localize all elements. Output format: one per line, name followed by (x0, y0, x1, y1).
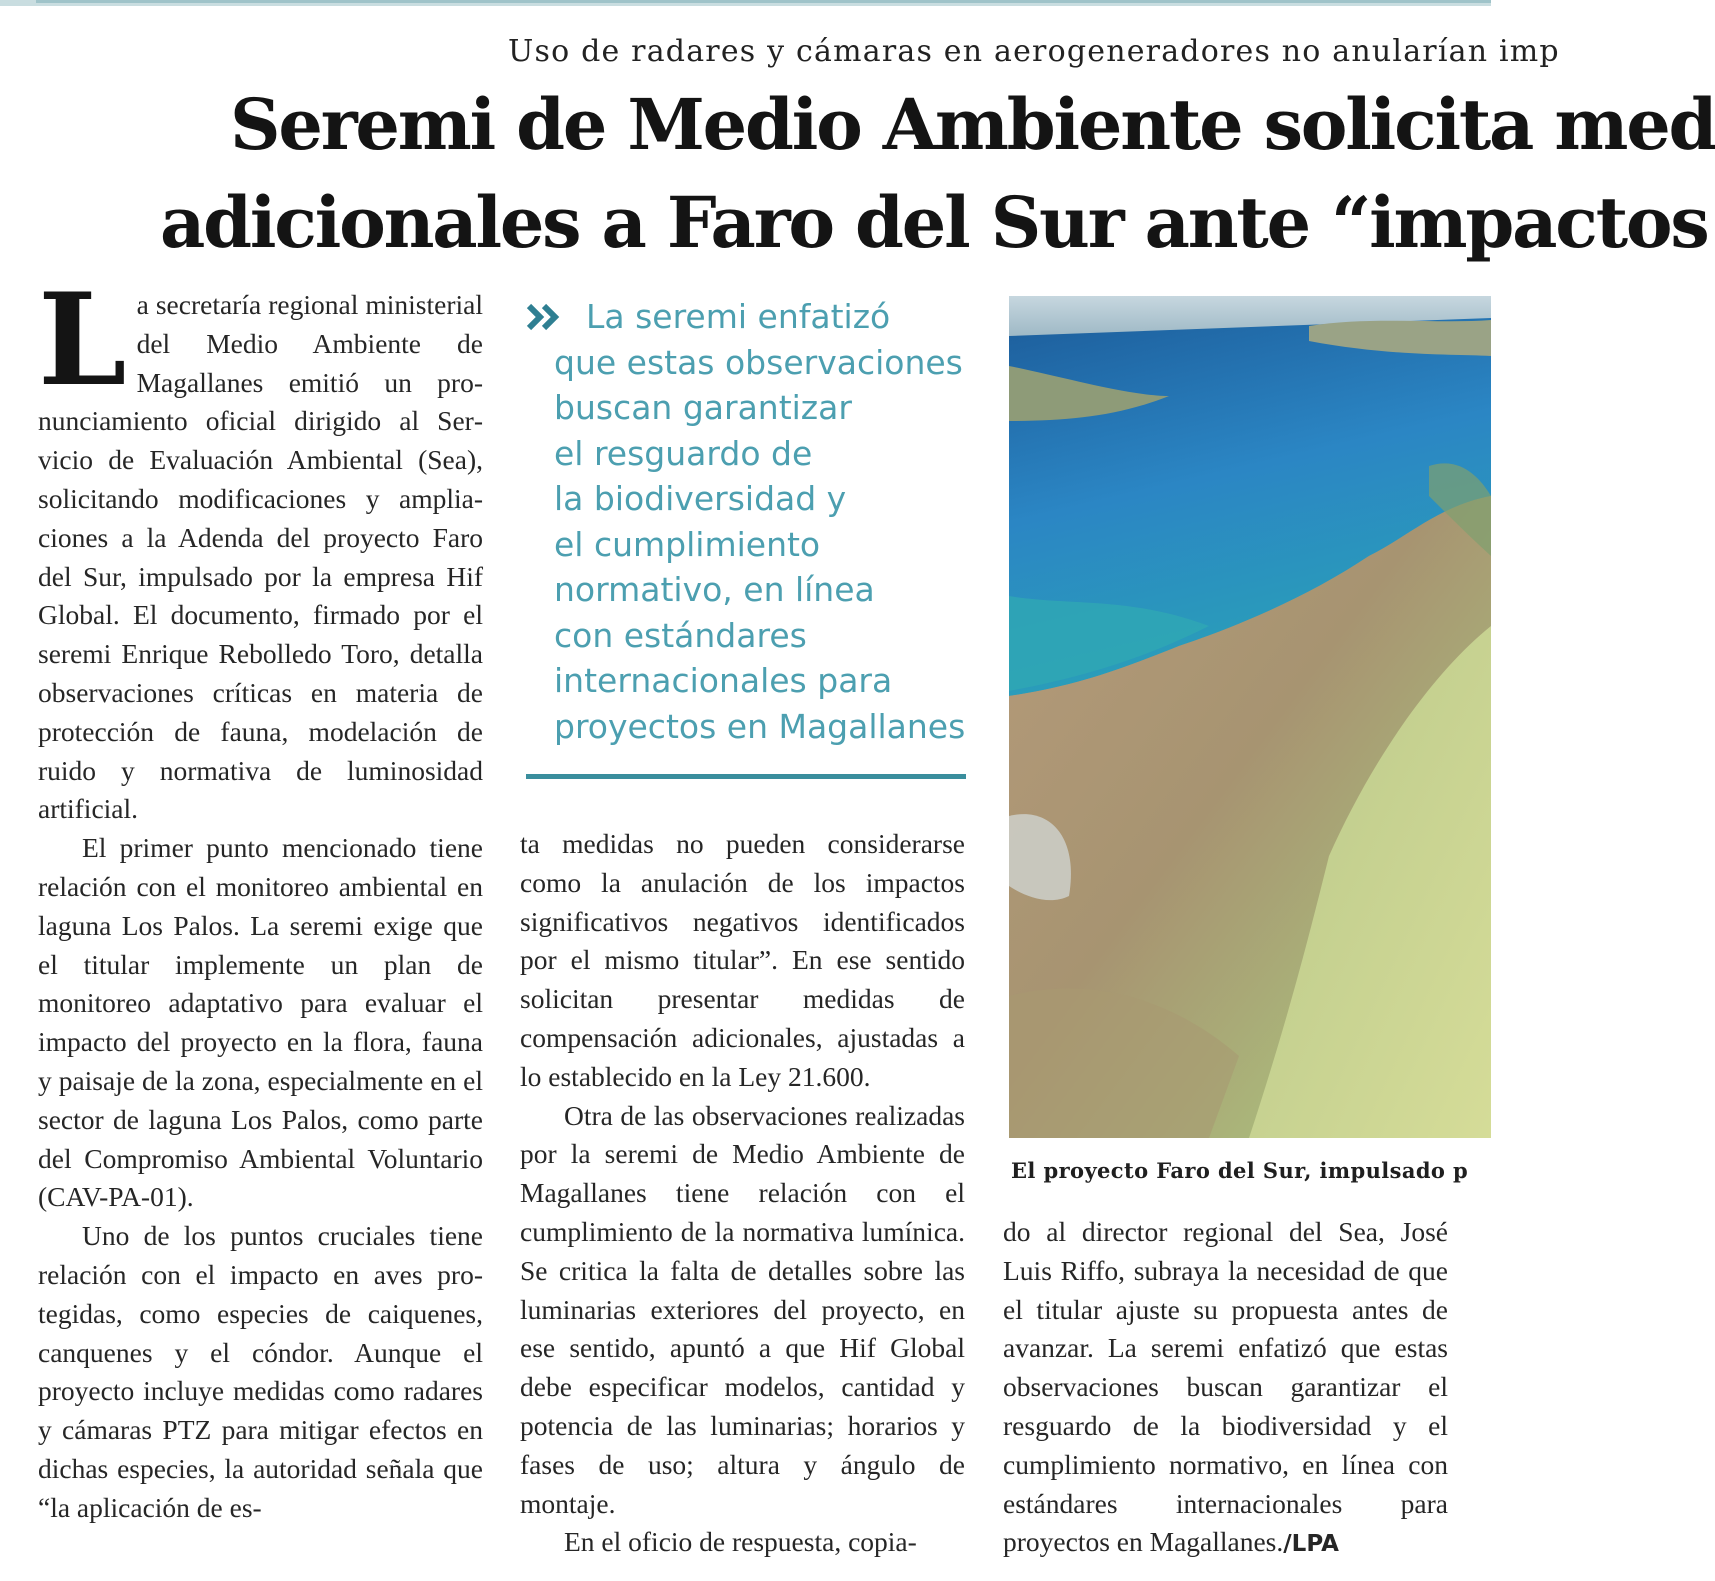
pull-quote-line: que estas observaciones (554, 342, 963, 382)
paragraph: ta medidas no pueden considerarse como la anulación de los impactos significativos negativos identificados por el mismo titular”. En ese sentido solicitan presentar medidas de compensación adicionales, ajustadas a lo establecido en la Ley 21.600. (520, 828, 965, 1092)
photo-caption: El proyecto Faro del Sur, impulsado p (1011, 1158, 1469, 1183)
paragraph (1003, 1213, 1448, 1564)
pull-quote-rule (526, 774, 966, 779)
pull-quote-line: proyectos en Magallanes (554, 706, 966, 746)
paragraph-text: do al director regional del Sea, José Luis Riffo, subraya la necesidad de que el titular ajuste su propuesta antes de avanzar. La seremi enfatizó que estas observaciones buscan garantizar el resguardo de la biodiversidad y el cumplimiento normativo, en línea con estándares internacionales para proyectos en Magallanes. (1003, 1216, 1448, 1558)
pull-quote-line: con estándares (554, 615, 807, 655)
article-column-3 (1003, 1213, 1448, 1564)
pull-quote-line: normativo, en línea (554, 570, 875, 609)
drop-cap: L (38, 266, 127, 414)
kicker: Uso de radares y cámaras en aerogeneradores no anularían imp (508, 34, 1560, 69)
lead-paragraph-text: a secretaría regional ministerial del Medio Ambiente de Magallanes emitió un pronunciamiento oficial dirigido al Servicio de Evaluación Ambiental (Sea), solicitando modificaciones y ampliaciones a la Adenda del proyecto Faro del Sur, impulsado por la empresa Hif Global. El documento, firmado por el seremi Enrique Rebolledo Toro, detalla observaciones críticas en materia de protección de fauna, modelación de ruido y normativa de luminosidad artificial. (38, 289, 483, 825)
pull-quote-line: internacionales para (554, 661, 893, 700)
pull-quote-line: el resguardo de (554, 433, 813, 473)
article-column-1 (38, 266, 483, 1528)
top-border-accent (36, 0, 1491, 3)
headline-line-1: Seremi de Medio Ambiente solicita med (230, 83, 1715, 166)
paragraph: El primer punto mencionado tiene relación con el monitoreo ambiental en laguna Los Palos. La seremi exige que el titular implemente un plan de monitoreo adaptativo para evaluar el impacto del proyecto en la flora, fauna y paisaje de la zona, especialmente en el sector de laguna Los Palos, como parte del Compromiso Ambiental Voluntario (CAV-PA-01). (38, 832, 483, 1213)
paragraph: En el oficio de respuesta, copia- (564, 1526, 917, 1558)
lead-paragraph (38, 266, 483, 829)
aerial-photo (1009, 296, 1491, 1138)
paragraph: Uno de los puntos cruciales tiene relación con el impacto en aves protegidas, como especies de caiquenes, canquenes y el cóndor. Aunque el proyecto incluye medidas como radares y cámaras PTZ para mitigar efectos en dichas especies, la autoridad señala que “la aplicación de es- (38, 1220, 483, 1523)
paragraph: Otra de las observaciones realizadas por la seremi de Medio Ambiente de Magallanes tiene relación con el cumplimiento de la normativa lumínica. Se critica la falta de detalles sobre las luminarias exteriores del proyecto, en ese sentido, apuntó a que Hif Global debe especificar modelos, cantidad y potencia de las luminarias; horarios y fases de uso; altura y ángulo de montaje. (520, 1099, 965, 1519)
pull-quote-line: La seremi enfatizó (586, 297, 891, 336)
pull-quote (526, 294, 966, 749)
top-border (0, 0, 1491, 6)
pull-quote-line: buscan garantizar (554, 388, 852, 427)
aerial-landscape-illustration (1009, 296, 1491, 1138)
pull-quote-line: la biodiversidad y (554, 479, 847, 518)
double-chevron-right-icon (526, 304, 566, 330)
byline: /LPA (1283, 1531, 1339, 1558)
headline-line-2: adicionales a Faro del Sur ante “impactos (160, 181, 1708, 264)
pull-quote-line: el cumplimiento (554, 524, 821, 564)
article-column-2 (520, 825, 965, 1562)
